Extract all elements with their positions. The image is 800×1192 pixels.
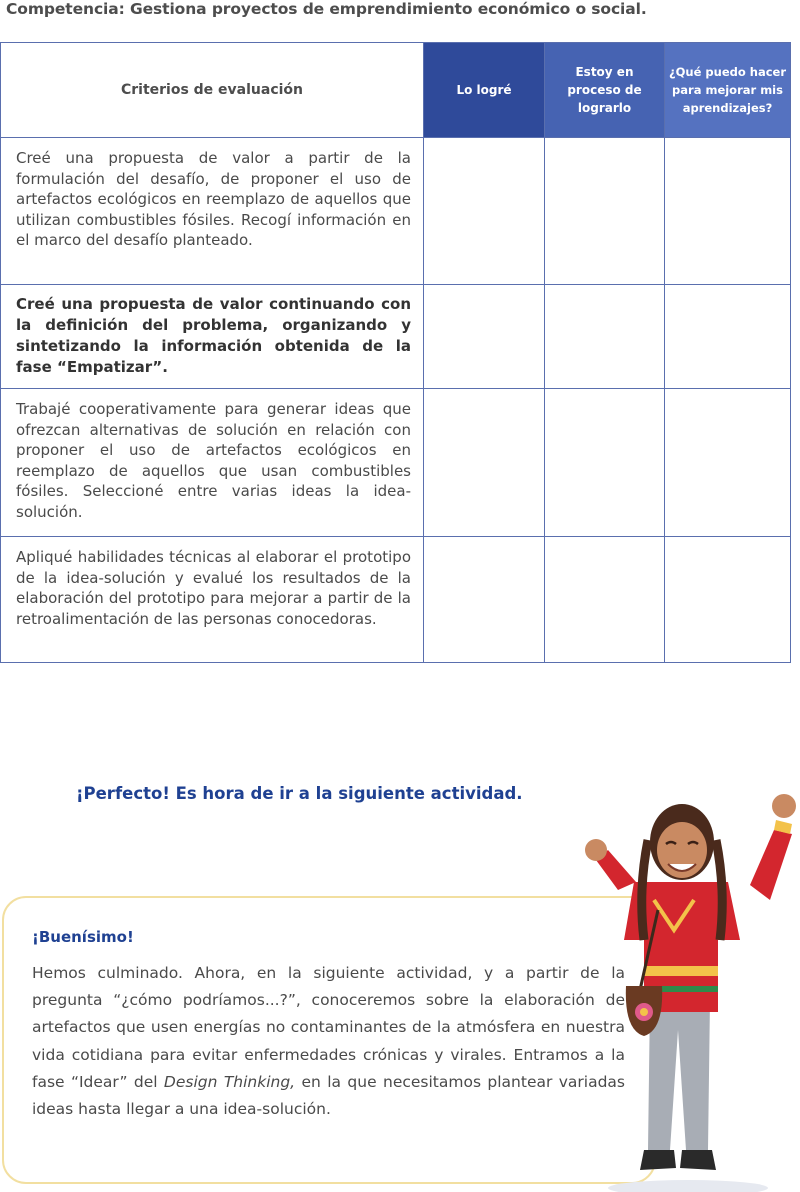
table-row bbox=[1, 389, 791, 537]
header-criteria: Criterios de evaluación bbox=[1, 43, 424, 138]
card-title: ¡Buenísimo! bbox=[32, 928, 134, 946]
card-body bbox=[32, 960, 625, 1123]
achieved-cell[interactable] bbox=[424, 285, 545, 389]
achieved-cell[interactable] bbox=[424, 389, 545, 537]
card-body-italic: Design Thinking, bbox=[163, 1072, 296, 1091]
in-progress-cell[interactable] bbox=[545, 285, 665, 389]
competency-title: Competencia: Gestiona proyectos de emprendimiento económico o social. bbox=[6, 0, 647, 18]
criterion-text: Creé una propuesta de valor continuando con la definición del problema, organizando y sintetizando la información obtenida de la fase “Empatizar”. bbox=[1, 285, 424, 389]
evaluation-table bbox=[0, 42, 791, 663]
in-progress-cell[interactable] bbox=[545, 138, 665, 285]
criterion-text: Creé una propuesta de valor a partir de la formulación del desafío, de proponer el uso de artefactos ecológicos en reemplazo de aquellos que utilizan combustibles fósiles. Recogí información en el marco del desafío planteado. bbox=[1, 138, 424, 285]
table-row bbox=[1, 285, 791, 389]
in-progress-cell[interactable] bbox=[545, 389, 665, 537]
table-row bbox=[1, 138, 791, 285]
card-body-text: Hemos culminado. Ahora, en la siguiente actividad, y a partir de la pregunta “¿cómo podríamos...?”, conoceremos sobre la elaboración de artefactos que usen energías no contaminantes de la atmósfera en nuestra vida cotidiana para evitar enfermedades crónicas y virales. Entramos a la fase “Idear” del bbox=[32, 964, 625, 1091]
improve-cell[interactable] bbox=[665, 389, 791, 537]
table-header-row bbox=[1, 43, 791, 138]
improve-cell[interactable] bbox=[665, 138, 791, 285]
header-achieved: Lo logré bbox=[424, 43, 545, 138]
card-body-text-end: en la que necesitamos plantear variadas ideas hasta llegar a una idea-solución. bbox=[32, 1072, 626, 1119]
header-improve: ¿Qué puedo hacer para mejorar mis aprendizajes? bbox=[665, 43, 791, 138]
table-row bbox=[1, 537, 791, 663]
criterion-text: Trabajé cooperativamente para generar ideas que ofrezcan alternativas de solución en relación con proponer el uso de artefactos ecológicos en reemplazo de aquellos que usan combustibles fósiles. Seleccioné entre varias ideas la idea-solución. bbox=[1, 389, 424, 537]
criterion-text: Apliqué habilidades técnicas al elaborar el prototipo de la idea-solución y evalué los resultados de la elaboración del prototipo para mejorar a partir de la retroalimentación de las personas conocedoras. bbox=[1, 537, 424, 663]
next-activity-heading: ¡Perfecto! Es hora de ir a la siguiente actividad. bbox=[76, 784, 523, 803]
achieved-cell[interactable] bbox=[424, 138, 545, 285]
improve-cell[interactable] bbox=[665, 537, 791, 663]
achieved-cell[interactable] bbox=[424, 537, 545, 663]
improve-cell[interactable] bbox=[665, 285, 791, 389]
in-progress-cell[interactable] bbox=[545, 537, 665, 663]
header-in-progress: Estoy en proceso de lograrlo bbox=[545, 43, 665, 138]
cheering-girl-illustration bbox=[578, 790, 800, 1192]
